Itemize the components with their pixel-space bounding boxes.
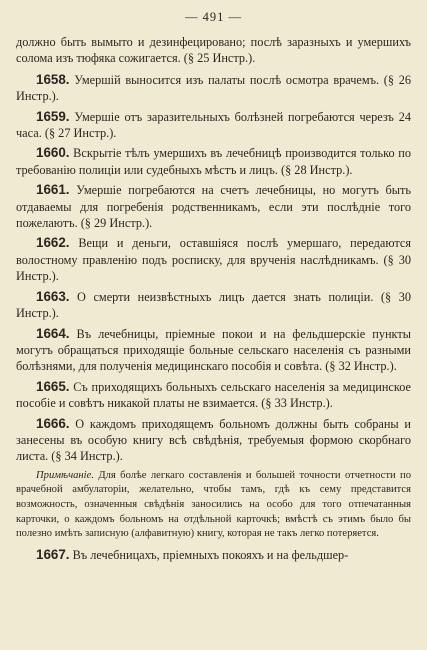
- paragraph-text: Вскрытіе тѣлъ умершихъ въ лечебницѣ производится только по требованію полиціи или судебныхъ мѣстъ и лицъ. (§ 28 Инстр.).: [16, 146, 411, 177]
- paragraph-number: 1664.: [36, 325, 70, 341]
- paragraph-text: Въ лечебницы, пріемные покои и на фельдшерскіе пункты могутъ обращаться приходящіе больные сельскаго населенія съ разными болѣзнями, для полученія медицинскаго пособія и совѣта. (§ 32 Инстр.).: [16, 326, 411, 374]
- note-text: Для болѣе легкаго составленія и большей точности отчетности по врачебной амбулаторіи, желательно, чтобы тамъ, гдѣ къ сему представится возможность, означенныя свѣдѣнія заносились на особо для того отпечатанныя карточки, о каждомъ больномъ на отдѣльной карточкѣ; вмѣстѣ съ этимъ было бы полезно имѣть записную (алфавитную) книгу, которая не такъ легко потеряется.: [16, 469, 411, 540]
- paragraph-1666: [16, 416, 411, 465]
- paragraph-1658: [16, 72, 411, 105]
- paragraph-1667: [16, 547, 411, 563]
- paragraph-1663: [16, 289, 411, 322]
- paragraph-text: О каждомъ приходящемъ больномъ должны быть собраны и занесены въ особую книгу всѣ свѣдѣнія, требуемыя формою скорбнаго листа. (§ 34 Инстр.).: [16, 416, 412, 464]
- paragraph-1664: [16, 326, 411, 375]
- paragraph-text: Умершіе погребаются на счетъ лечебницы, но могутъ быть отдаваемы для погребенія родственникамъ, если эти послѣдніе того пожелаютъ. (§ 29 Инстр.).: [16, 183, 412, 231]
- paragraph-number: 1666.: [36, 415, 70, 431]
- paragraph-number: 1660.: [36, 145, 70, 161]
- paragraph-number: 1662.: [36, 235, 70, 251]
- continuation-paragraph: должно быть вымыто и дезинфецировано; послѣ заразныхъ и умершихъ солома изъ тюфяка сожигается. (§ 25 Инстр.).: [16, 35, 411, 66]
- paragraph-text: Умершій выносится изъ палаты послѣ осмотра врачемъ. (§ 26 Инстр.).: [16, 72, 411, 104]
- paragraph-text: Въ лечебницахъ, пріемныхъ покояхъ и на фельдшер-: [72, 547, 349, 562]
- paragraph-text: Умершіе отъ заразительныхъ болѣзней погребаются черезъ 24 часа. (§ 27 Инстр.).: [16, 109, 411, 141]
- paragraph-number: 1659.: [36, 108, 70, 124]
- page-number: — 491 —: [185, 10, 242, 24]
- paragraph-number: 1667.: [36, 546, 70, 562]
- paragraph-number: 1665.: [36, 378, 70, 394]
- note-label: Примѣчаніе.: [36, 469, 94, 481]
- paragraph-number: 1663.: [36, 288, 70, 304]
- paragraph-1660: [16, 145, 411, 178]
- paragraph-number: 1661.: [36, 182, 70, 198]
- paragraph-1665: [16, 379, 411, 412]
- paragraph-1662: [16, 235, 411, 284]
- paragraph-1661: [16, 182, 411, 231]
- paragraph-text: Вещи и деньги, оставшіяся послѣ умершаго, передаются волостному правленію подъ росписку, для врученія наслѣдникамъ. (§ 30 Инстр.).: [16, 236, 412, 284]
- paragraph-text: Съ приходящихъ больныхъ сельскаго населенія за медицинское пособіе и совѣтъ никакой платы не взимается. (§ 33 Инстр.).: [16, 379, 411, 411]
- note-paragraph: [16, 469, 411, 542]
- paragraph-number: 1658.: [36, 71, 70, 87]
- paragraph-1659: [16, 109, 411, 142]
- paragraph-text: О смерти неизвѣстныхъ лицъ дается знать полиціи. (§ 30 Инстр.).: [16, 289, 411, 321]
